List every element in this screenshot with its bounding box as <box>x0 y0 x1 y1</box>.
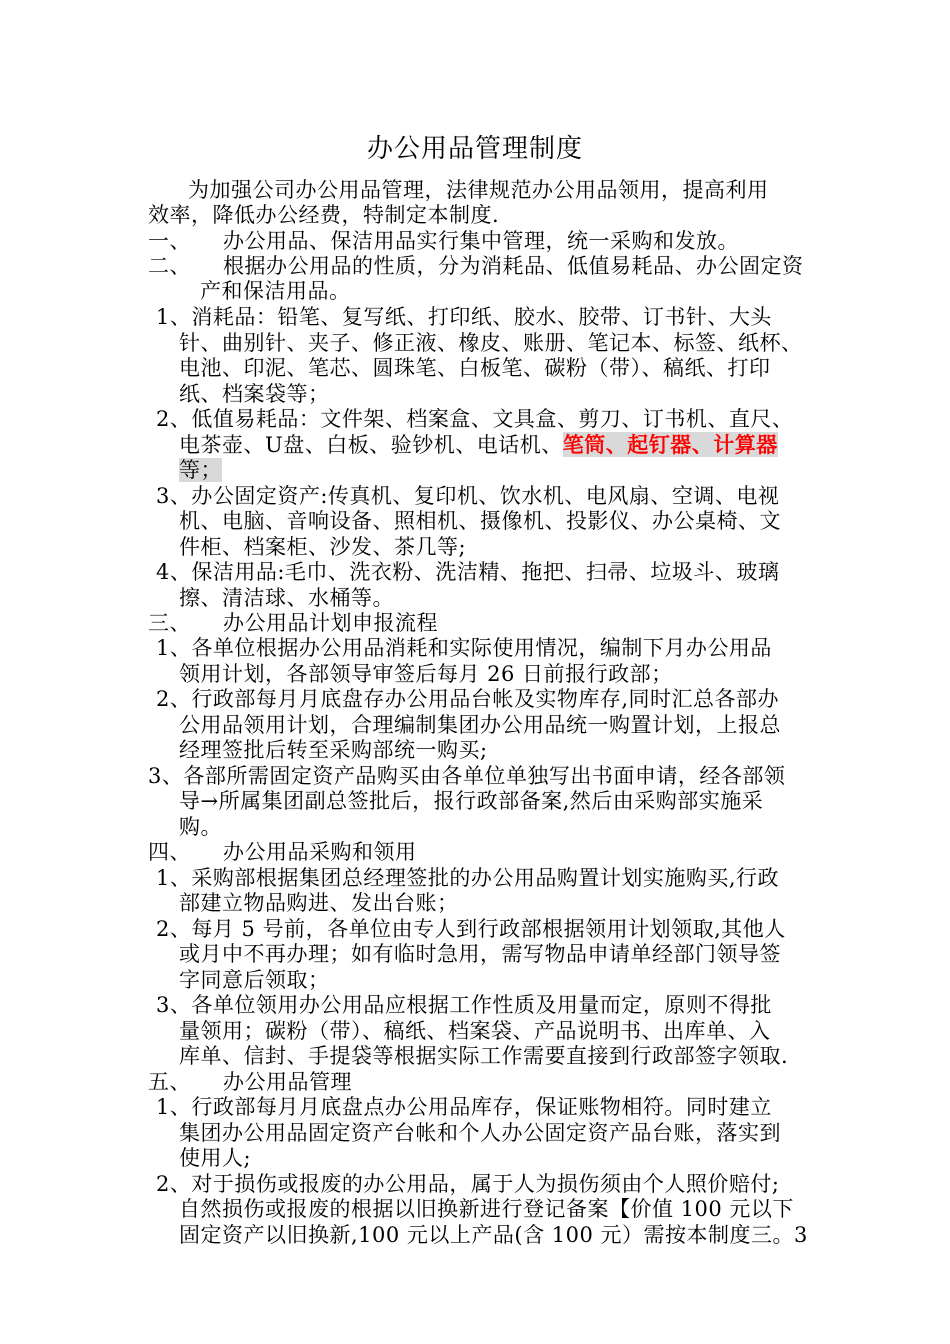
s5-item-1-line-2: 集团办公用品固定资产台帐和个人办公固定资产品台账，落实到 <box>179 1121 781 1145</box>
s2-item-2-line-3 <box>179 457 222 483</box>
document-title: 办公用品管理制度 <box>366 134 583 164</box>
section-2-text-cont: 产和保洁用品。 <box>200 279 351 303</box>
s3-item-3-line-3: 购。 <box>179 815 222 839</box>
s4-item-2-line-1: 2、每月 5 号前，各单位由专人到行政部根据领用计划领取,其他人 <box>156 917 786 941</box>
s4-item-3-line-3: 库单、信封、手提袋等根据实际工作需要直接到行政部签字领取. <box>179 1044 789 1068</box>
section-2-number: 二、 <box>148 254 191 278</box>
section-1-text: 办公用品、保洁用品实行集中管理，统一采购和发放。 <box>223 229 739 253</box>
s2-item-1-line-1: 1、消耗品：铅笔、复写纸、打印纸、胶水、胶带、订书针、大头 <box>156 305 772 329</box>
s2-item-3-line-2: 机、电脑、音响设备、照相机、摄像机、投影仪、办公桌椅、文 <box>179 509 781 533</box>
s5-item-2-line-3: 固定资产以旧换新,100 元以上产品(含 100 元）需按本制度三。3 <box>179 1223 808 1247</box>
section-1-heading <box>148 228 739 254</box>
section-5-number: 五、 <box>148 1070 191 1094</box>
s5-item-2-line-2: 自然损伤或报废的根据以旧换新进行登记备案【价值 100 元以下 <box>179 1197 794 1221</box>
section-2-heading <box>148 253 804 279</box>
section-2-text: 根据办公用品的性质，分为消耗品、低值易耗品、办公固定资 <box>223 254 804 278</box>
s4-item-1-line-2: 部建立物品购进、发出台账； <box>179 891 459 915</box>
s2-item-3-line-3: 件柜、档案柜、沙发、茶几等; <box>179 535 467 559</box>
s3-item-1-line-2: 领用计划，各部领导审签后每月 26 日前报行政部； <box>179 662 673 686</box>
section-1-number: 一、 <box>148 229 191 253</box>
s4-item-3-line-2: 量领用；碳粉（带）、稿纸、档案袋、产品说明书、出库单、入 <box>179 1019 771 1043</box>
s2-item-1-line-3: 电池、印泥、笔芯、圆珠笔、白板笔、碳粉（带）、稿纸、打印 <box>179 356 771 380</box>
section-4-heading <box>148 839 417 865</box>
section-3-number: 三、 <box>148 611 191 635</box>
section-3-text: 办公用品计划申报流程 <box>223 611 438 635</box>
s4-item-1-line-1: 1、采购部根据集团总经理签批的办公用品购置计划实施购买,行政 <box>156 866 780 890</box>
s4-item-2-line-2: 或月中不再办理；如有临时急用，需写物品申请单经部门领导签 <box>179 942 781 966</box>
highlighted-text: 笔筒、起钉器、计算器 <box>562 432 778 457</box>
s2-item-4-line-2: 擦、清洁球、水桶等。 <box>179 586 394 610</box>
s3-item-3-line-1: 3、各部所需固定资产品购买由各单位单独写出书面申请，经各部领 <box>148 764 786 788</box>
s2-item-4-line-1: 4、保洁用品:毛巾、洗衣粉、洗洁精、拖把、扫帚、垃圾斗、玻璃 <box>156 560 780 584</box>
intro-line-2: 效率，降低办公经费，特制定本制度. <box>148 203 500 227</box>
section-5-text: 办公用品管理 <box>223 1070 352 1094</box>
intro-line-1: 为加强公司办公用品管理，法律规范办公用品领用，提高利用 <box>188 178 769 202</box>
s2-item-1-line-4: 纸、档案袋等； <box>179 382 330 406</box>
section-4-number: 四、 <box>148 840 191 864</box>
section-5-heading <box>148 1069 352 1095</box>
s3-item-2-line-2: 公用品领用计划，合理编制集团办公用品统一购置计划，上报总 <box>179 713 781 737</box>
s3-item-1-line-1: 1、各单位根据办公用品消耗和实际使用情况，编制下月办公用品 <box>156 636 772 660</box>
s3-item-2-line-3: 经理签批后转至采购部统一购买; <box>179 738 488 762</box>
s4-item-3-line-1: 3、各单位领用办公用品应根据工作性质及用量而定，原则不得批 <box>156 993 772 1017</box>
s2-item-2-line-2 <box>179 432 778 458</box>
shaded-text: 等； <box>179 458 222 482</box>
s5-item-1-line-3: 使用人; <box>179 1146 252 1170</box>
s2-item-2-line-1: 2、低值易耗品：文件架、档案盒、文具盒、剪刀、订书机、直尺、 <box>156 407 794 431</box>
s3-item-3-line-2: 导→所属集团副总签批后，报行政部备案,然后由采购部实施采 <box>179 789 764 813</box>
s4-item-2-line-3: 字同意后领取； <box>179 968 330 992</box>
section-3-heading <box>148 610 438 636</box>
section-4-text: 办公用品采购和领用 <box>223 840 417 864</box>
s2-item-2-line-2-text: 电茶壶、U盘、白板、验钞机、电话机、 <box>179 433 563 457</box>
s2-item-3-line-1: 3、办公固定资产:传真机、复印机、饮水机、电风扇、空调、电视 <box>156 484 780 508</box>
s2-item-1-line-2: 针、曲别针、夹子、修正液、橡皮、账册、笔记本、标签、纸杯、 <box>179 331 803 355</box>
s5-item-1-line-1: 1、行政部每月月底盘点办公用品库存，保证账物相符。同时建立 <box>156 1095 772 1119</box>
s3-item-2-line-1: 2、行政部每月月底盘存办公用品台帐及实物库存,同时汇总各部办 <box>156 687 780 711</box>
s5-item-2-line-1: 2、对于损伤或报废的办公用品，属于人为损伤须由个人照价赔付; <box>156 1172 780 1196</box>
